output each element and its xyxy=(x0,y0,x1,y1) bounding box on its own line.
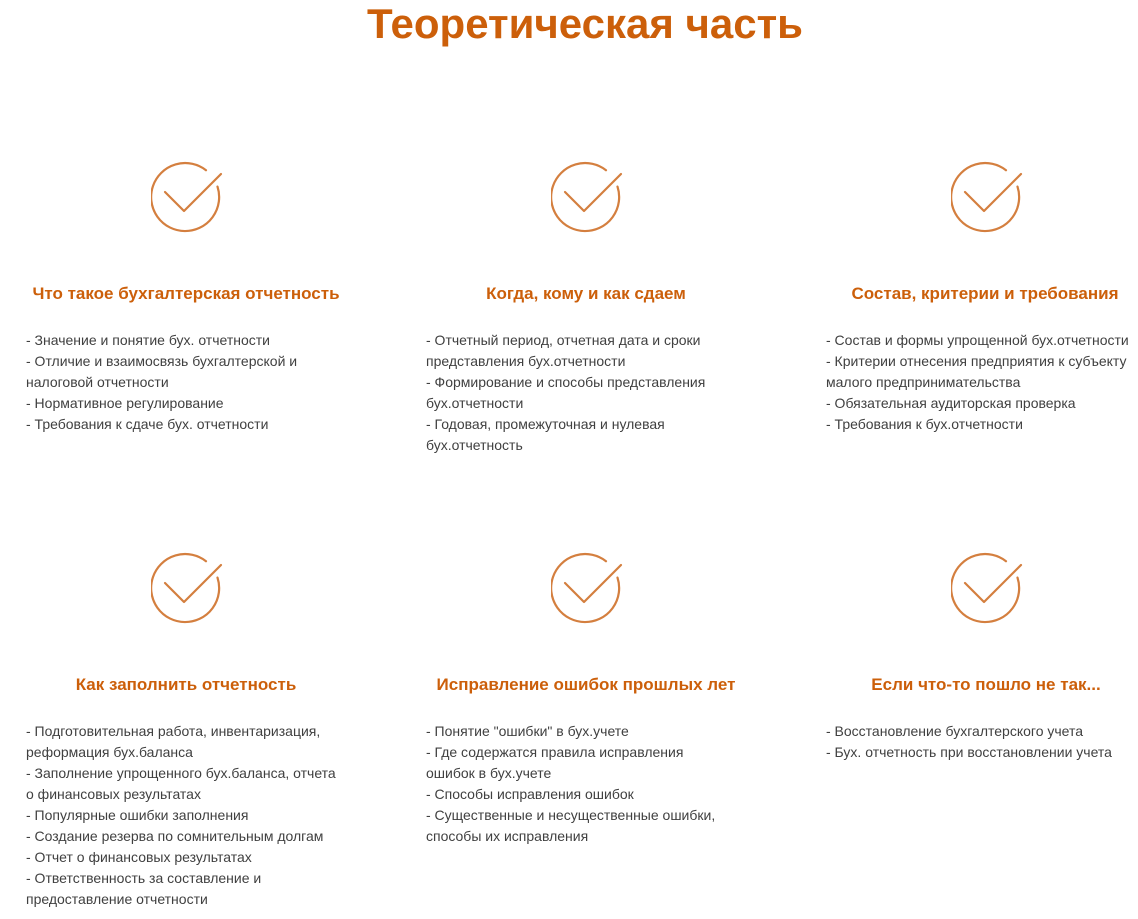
topic-list xyxy=(26,721,336,910)
list-item: - Существенные и несущественные ошибки, способы их исправления xyxy=(426,807,716,844)
check-circle-icon xyxy=(951,552,1023,624)
list-item: - Создание резерва по сомнительным долгам xyxy=(26,828,324,844)
list-item: - Состав и формы упрощенной бух.отчетности xyxy=(826,332,1129,348)
check-circle-icon xyxy=(551,161,623,233)
check-circle-icon xyxy=(551,552,623,624)
check-circle-icon xyxy=(151,161,223,233)
check-circle-icon xyxy=(151,552,223,624)
list-item: - Значение и понятие бух. отчетности xyxy=(26,332,270,348)
topic-list xyxy=(826,330,1131,435)
list-item: - Формирование и способы представления бух.отчетности xyxy=(426,374,706,411)
list-item: - Годовая, промежуточная и нулевая бух.отчетность xyxy=(426,416,665,453)
list-item: - Нормативное регулирование xyxy=(26,395,224,411)
topic-list xyxy=(26,330,336,435)
list-item: - Где содержатся правила исправления ошибок в бух.учете xyxy=(426,744,684,781)
topic-title: Если что-то пошло не так... xyxy=(871,675,1101,694)
list-item: - Понятие "ошибки" в бух.учете xyxy=(426,723,629,739)
list-item: - Способы исправления ошибок xyxy=(426,786,634,802)
list-item: - Отличие и взаимосвязь бухгалтерской и налоговой отчетности xyxy=(26,353,298,390)
list-item: - Отчетный период, отчетная дата и сроки представления бух.отчетности xyxy=(426,332,701,369)
list-item: - Подготовительная работа, инвентаризация, реформация бух.баланса xyxy=(26,723,321,760)
topic-title: Когда, кому и как сдаем xyxy=(486,284,686,303)
check-circle-icon xyxy=(951,161,1023,233)
list-item: - Требования к сдаче бух. отчетности xyxy=(26,416,269,432)
topic-title: Состав, критерии и требования xyxy=(851,284,1119,303)
topic-list xyxy=(426,721,736,847)
list-item: - Восстановление бухгалтерского учета xyxy=(826,723,1084,739)
topic-list xyxy=(826,721,1136,763)
list-item: - Критерии отнесения предприятия к субъекту малого предпринимательства xyxy=(826,353,1127,390)
topic-title: Исправление ошибок прошлых лет xyxy=(436,675,736,694)
topic-title: Что такое бухгалтерская отчетность xyxy=(32,284,340,303)
topic-title: Как заполнить отчетность xyxy=(75,675,297,694)
list-item: - Заполнение упрощенного бух.баланса, отчета о финансовых результатах xyxy=(26,765,336,802)
list-item: - Отчет о финансовых результатах xyxy=(26,849,252,865)
list-item: - Требования к бух.отчетности xyxy=(826,416,1023,432)
page-title: Теоретическая часть xyxy=(366,0,804,47)
topic-list xyxy=(426,330,736,456)
list-item: - Популярные ошибки заполнения xyxy=(26,807,249,823)
list-item: - Обязательная аудиторская проверка xyxy=(826,395,1076,411)
list-item: - Бух. отчетность при восстановлении учета xyxy=(826,744,1112,760)
list-item: - Ответственность за составление и предоставление отчетности xyxy=(26,870,262,907)
